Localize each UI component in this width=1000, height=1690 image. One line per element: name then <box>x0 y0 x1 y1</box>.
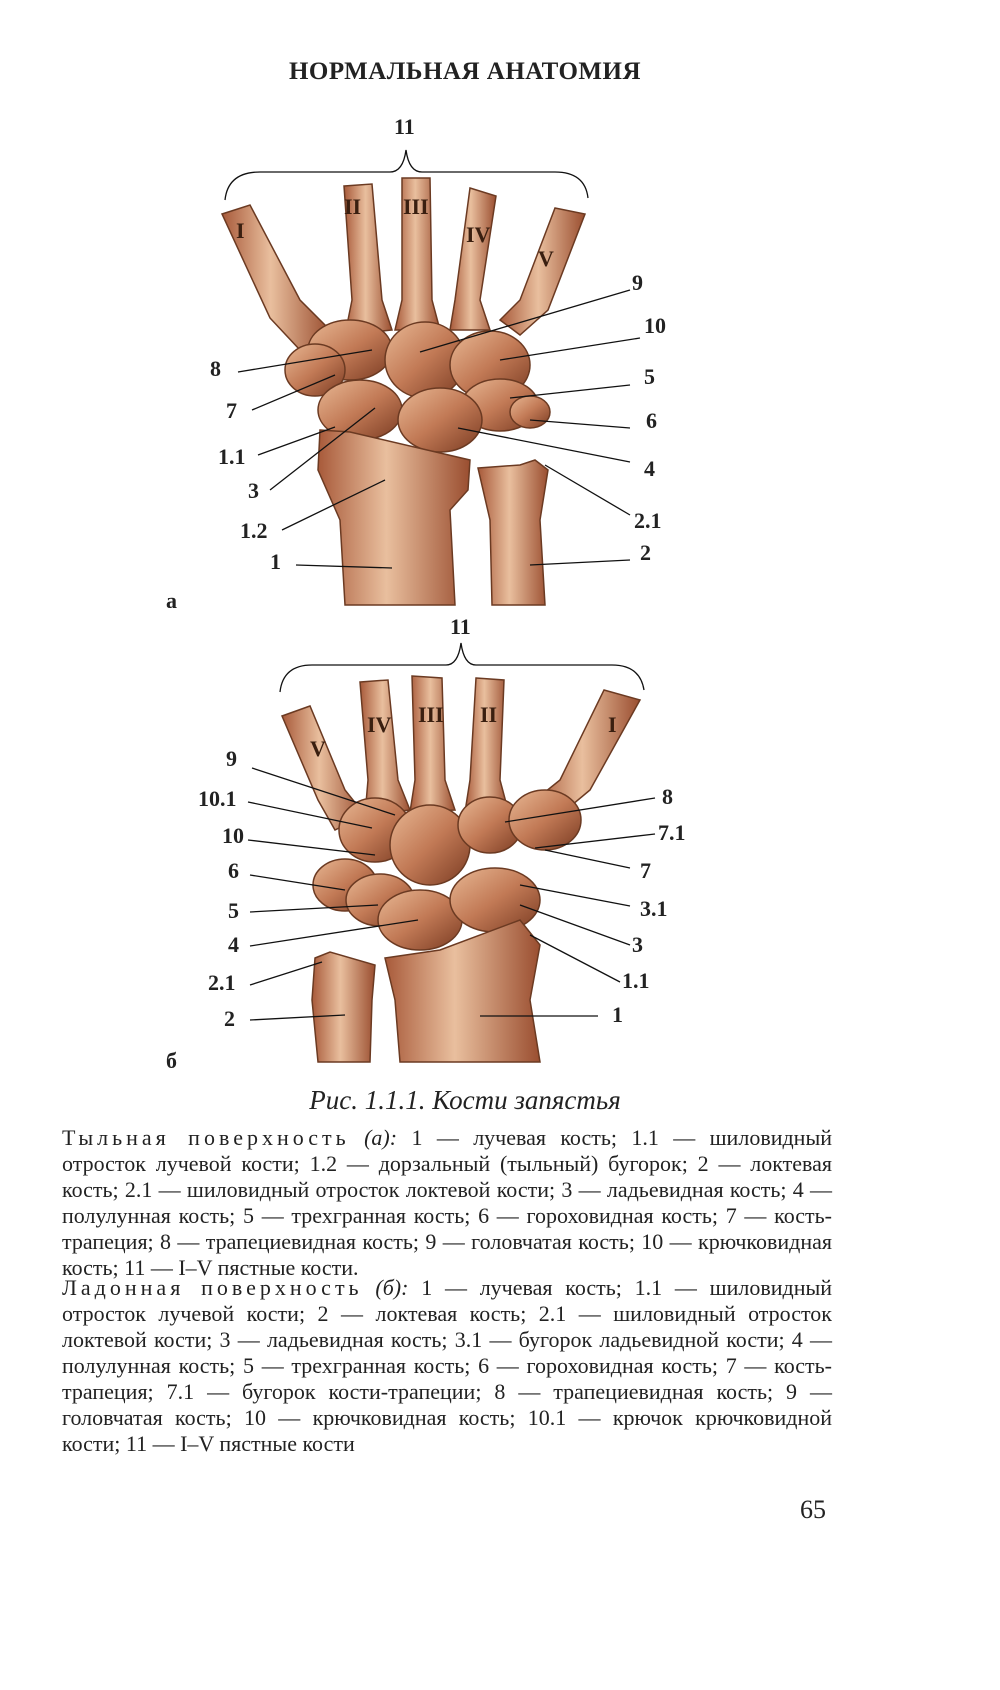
label-b-7-1: 7.1 <box>658 820 686 845</box>
metacarpal-a-4 <box>450 188 496 330</box>
roman-a-2: II <box>344 194 362 219</box>
legend-dorsal <box>62 1125 832 1281</box>
label-a-3: 3 <box>248 478 259 503</box>
roman-a-4: IV <box>466 222 491 247</box>
label-b-7: 7 <box>640 858 651 883</box>
legend-dorsal-heading: Тыльная поверхность <box>62 1125 350 1150</box>
legend-dorsal-body: 1 — лучевая кость; 1.1 — шиловидный отросток лучевой кости; 1.2 — дорзальный (тыльный) бугорок; 2 — локтевая кость; 2.1 — шиловидный отросток локтевой кости; 3 — ладьевидная кость; 4 — полулунная кость; 5 — трехгранная кость; 6 — гороховидная кость; 7 — кость-трапеция; 8 — трапециевидная кость; 9 — головчатая кость; 10 — крючковидная кость; 11 — I–V пястные кости. <box>62 1125 832 1280</box>
metacarpal-b-4 <box>360 680 410 815</box>
label-a-2-1: 2.1 <box>634 508 662 533</box>
label-b-2-1: 2.1 <box>208 970 236 995</box>
label-a-1: 1 <box>270 549 281 574</box>
bone-a-radius <box>318 430 470 605</box>
label-a-9: 9 <box>632 270 643 295</box>
label-b-10: 10 <box>222 823 244 848</box>
bone-a-pisiform <box>510 396 550 428</box>
label-b-1-1: 1.1 <box>622 968 650 993</box>
roman-a-3: III <box>403 194 429 219</box>
legend-palmar-letter: (б): <box>375 1275 409 1300</box>
label-a-5: 5 <box>644 364 655 389</box>
label-a-2: 2 <box>640 540 651 565</box>
label-a-1-1: 1.1 <box>218 444 246 469</box>
roman-b-2: II <box>480 702 498 727</box>
brace-label-a: 11 <box>394 114 415 139</box>
label-a-7: 7 <box>226 398 237 423</box>
bone-b-scaphoid <box>450 868 540 932</box>
page-number: 65 <box>800 1495 826 1524</box>
panel-label-a: а <box>166 588 177 613</box>
label-b-9: 9 <box>226 746 237 771</box>
brace-label-b: 11 <box>450 614 471 639</box>
label-b-1: 1 <box>612 1002 623 1027</box>
legend-palmar-heading: Ладонная поверхность <box>62 1275 363 1300</box>
label-a-1-2: 1.2 <box>240 518 268 543</box>
roman-b-4: IV <box>367 712 392 737</box>
page-header: НОРМАЛЬНАЯ АНАТОМИЯ <box>288 58 642 85</box>
bone-a-ulna <box>478 460 548 605</box>
label-b-8: 8 <box>662 784 673 809</box>
metacarpal-b-3 <box>410 676 455 812</box>
legend-dorsal-letter: (а): <box>364 1125 398 1150</box>
label-b-10-1: 10.1 <box>198 786 237 811</box>
label-b-6: 6 <box>228 858 239 883</box>
brace-b <box>280 643 644 692</box>
panel-label-b: б <box>166 1048 177 1073</box>
roman-b-3: III <box>418 702 444 727</box>
label-b-3: 3 <box>632 932 643 957</box>
label-a-4: 4 <box>644 456 655 481</box>
figure-caption: Рис. 1.1.1. Кости запястья <box>309 1085 621 1115</box>
metacarpal-b-2 <box>465 678 508 812</box>
figure-b-drawing <box>280 643 644 1062</box>
legend-palmar-body: 1 — лучевая кость; 1.1 — шиловидный отросток лучевой кости; 2 — локтевая кость; 2.1 — шиловидный отросток локтевой кости; 3 — ладьевидная кость; 3.1 — бугорок ладьевидной кости; 4 — полулунная кость; 5 — трехгранная кость; 6 — гороховидная кость; 7 — кость-трапеция; 7.1 — бугорок кости-трапеции; 8 — трапециевидная кость; 9 — головчатая кость; 10 — крючковидная кость; 10.1 — крючок крючковидной кости; 11 — I–V пястные кости <box>62 1275 833 1456</box>
label-a-10: 10 <box>644 313 666 338</box>
label-b-2: 2 <box>224 1006 235 1031</box>
roman-b-5: V <box>310 736 326 761</box>
roman-a-5: V <box>538 246 554 271</box>
roman-a-1: I <box>236 218 245 243</box>
bone-a-lunate <box>398 388 482 452</box>
bone-b-capitate <box>390 805 470 885</box>
bone-b-ulna <box>312 952 375 1062</box>
label-a-8: 8 <box>210 356 221 381</box>
label-b-4: 4 <box>228 932 239 957</box>
legend-palmar <box>62 1275 832 1457</box>
roman-b-1: I <box>608 712 617 737</box>
label-a-6: 6 <box>646 408 657 433</box>
label-b-3-1: 3.1 <box>640 896 668 921</box>
label-b-5: 5 <box>228 898 239 923</box>
